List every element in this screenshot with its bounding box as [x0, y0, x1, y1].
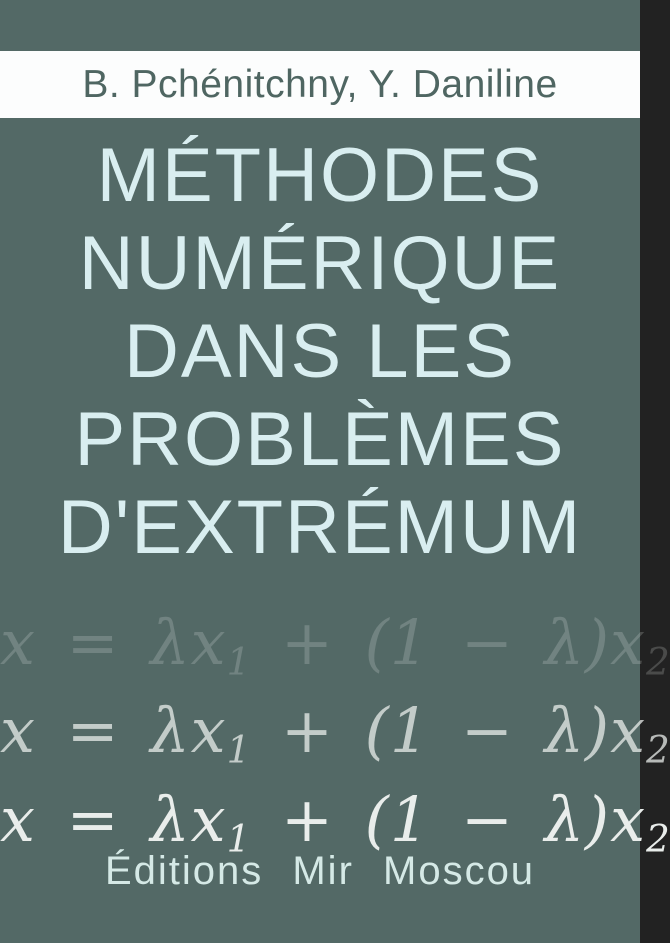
- author-names: B. Pchénitchny, Y. Daniline: [82, 62, 558, 106]
- formula-subscript: 2: [646, 727, 670, 772]
- title-line-1: MÉTHODES: [96, 133, 544, 218]
- book-title: [0, 132, 640, 572]
- formula-text: x = λx: [0, 782, 227, 856]
- formula-text: + (1 − λ)x: [250, 694, 647, 768]
- title-line-5: D'EXTRÉMUM: [57, 485, 583, 570]
- title-line-2: NUMÉRIQUE: [78, 221, 562, 306]
- title-line-3: DANS LES: [124, 309, 516, 394]
- title-line-4: PROBLÈMES: [74, 397, 566, 482]
- formula-row-medium: [0, 694, 670, 784]
- formula-text: + (1 − λ)x: [250, 606, 647, 679]
- formula-row-faded: [0, 606, 670, 696]
- formula-text: + (1 − λ)x: [250, 782, 647, 856]
- formula-subscript: 1: [226, 816, 251, 861]
- formula-subscript: 2: [646, 639, 670, 684]
- formula-subscript: 1: [226, 727, 251, 772]
- publisher-imprint: Éditions Mir Moscou: [104, 849, 536, 893]
- formula-text: x = λx: [0, 606, 227, 679]
- formula-block: [0, 606, 670, 873]
- formula-text: x = λx: [0, 694, 227, 768]
- author-band: [0, 51, 640, 118]
- formula-subscript: 2: [646, 816, 670, 861]
- formula-subscript: 1: [226, 639, 251, 684]
